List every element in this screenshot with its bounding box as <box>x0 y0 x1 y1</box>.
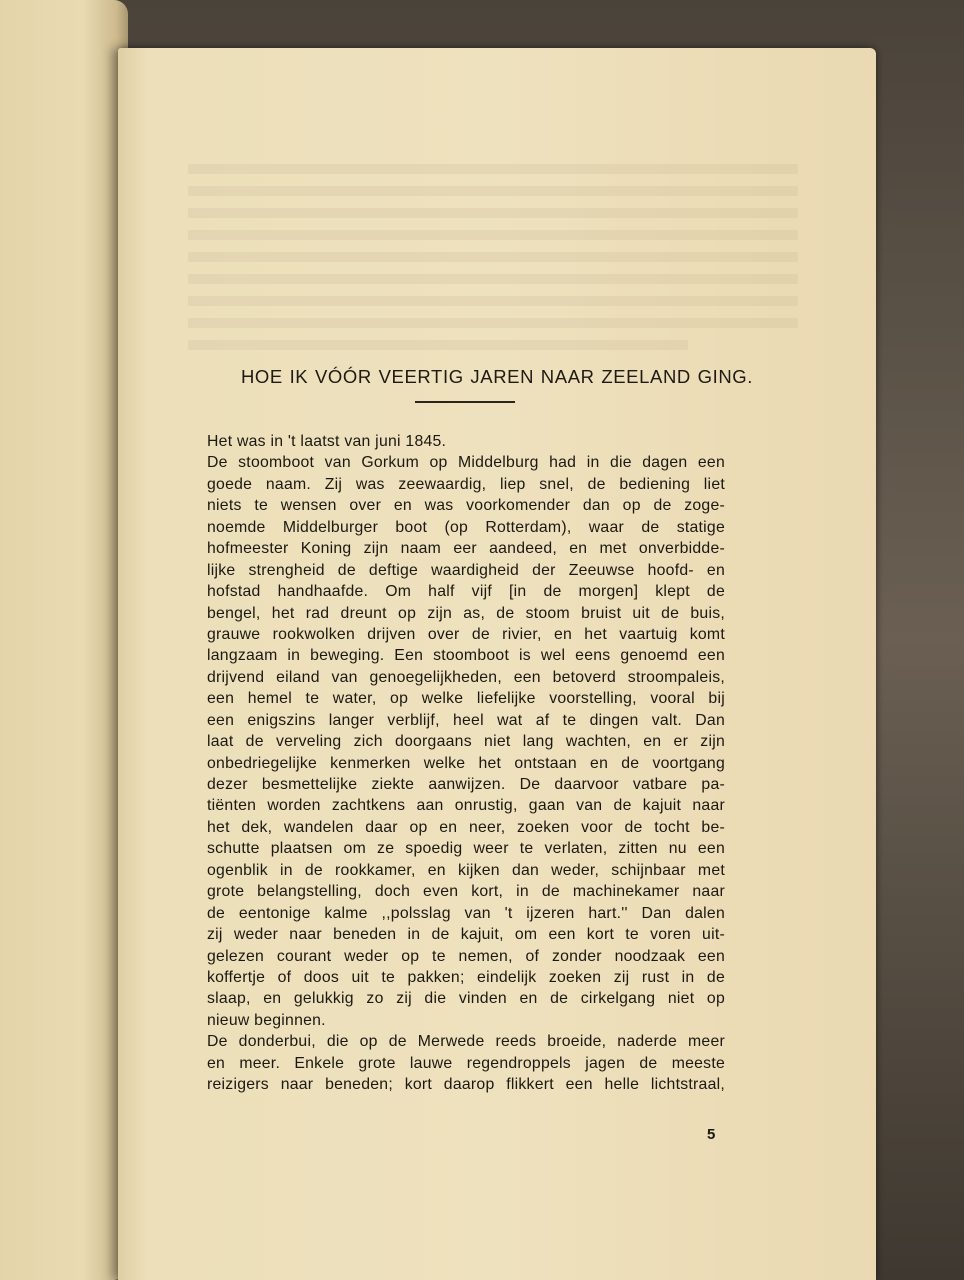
text-line: ogenblik in de rookkamer, en kijken dan weder, schijnbaar met <box>207 861 725 879</box>
text-line: lijke strengheid de deftige waardigheid der Zeeuwse hoofd- en <box>207 561 725 579</box>
page-number: 5 <box>707 1126 716 1143</box>
text-line: slaap, en gelukkig zo zij die vinden en de cirkelgang niet op <box>207 990 725 1008</box>
text-line: De donderbui, die op de Merwede reeds broeide, naderde meer <box>207 1033 725 1051</box>
text-line: gelezen courant weder op te nemen, of zonder noodzaak een <box>207 947 725 965</box>
show-through-line <box>188 296 798 306</box>
text-line: goede naam. Zij was zeewaardig, liep snel, de bediening liet <box>207 475 725 493</box>
text-line: laat de verveling zich doorgaans niet lang wachten, en er zijn <box>207 733 725 751</box>
text-line: grauwe rookwolken drijven over de rivier, en het vaartuig komt <box>207 625 725 643</box>
show-through-line <box>188 164 798 174</box>
show-through-line <box>188 274 798 284</box>
left-page <box>0 0 128 1280</box>
text-line: een enigszins langer verblijf, heel wat af te dingen valt. Dan <box>207 711 725 729</box>
text-line: langzaam in beweging. Een stoomboot is wel eens genoemd een <box>207 647 725 665</box>
text-line: niets te wensen over en was voorkomender dan op de zoge- <box>207 497 725 515</box>
text-line: tiënten worden zachtkens aan onrustig, gaan van de kajuit naar <box>207 797 725 815</box>
text-line: de eentonige kalme ,,polsslag van 't ijzeren hart.'' Dan dalen <box>207 904 725 922</box>
show-through-line <box>188 340 688 350</box>
show-through-line <box>188 318 798 328</box>
text-line: hofstad handhaafde. Om half vijf [in de morgen] klept de <box>207 583 725 601</box>
text-line: bengel, het rad dreunt op zijn as, de stoom bruist uit de buis, <box>207 604 725 622</box>
show-through-line <box>188 230 798 240</box>
text-line: drijvend eiland van genoegelijkheden, een betoverd stroompaleis, <box>207 668 725 686</box>
body-text <box>207 431 725 1096</box>
text-line: schutte plaatsen om ze spoedig weer te verlaten, zitten nu een <box>207 840 725 858</box>
text-line: zij weder naar beneden in de kajuit, om een kort te voren uit- <box>207 926 725 944</box>
text-line: het dek, wandelen daar op en neer, zoeken voor de tocht be- <box>207 818 725 836</box>
text-line: hofmeester Koning zijn naam eer aandeed, en met onverbidde- <box>207 540 725 558</box>
show-through-line <box>188 208 798 218</box>
text-line: reizigers naar beneden; kort daarop flikkert een helle lichtstraal, <box>207 1076 725 1094</box>
text-line: en meer. Enkele grote lauwe regendroppels jagen de meeste <box>207 1054 725 1072</box>
text-line: Het was in 't laatst van juni 1845. <box>207 433 447 450</box>
show-through-line <box>188 252 798 262</box>
text-line: nieuw beginnen. <box>207 1011 326 1029</box>
text-line: De stoomboot van Gorkum op Middelburg had in die dagen een <box>207 454 725 472</box>
show-through-line <box>188 186 798 196</box>
text-line: een hemel te water, op welke liefelijke voorstelling, vooral bij <box>207 690 725 708</box>
text-line: grote belangstelling, doch even kort, in de machinekamer naar <box>207 883 725 901</box>
text-line: onbedriegelijke kenmerken welke het ontstaan en de voortgang <box>207 754 725 772</box>
title-rule <box>415 401 515 403</box>
text-line: koffertje of doos uit te pakken; eindelijk zoeken zij rust in de <box>207 968 725 986</box>
text-line: dezer besmettelijke ziekte aanwijzen. De daarvoor vatbare pa- <box>207 776 725 793</box>
chapter-title: HOE IK VÓÓR VEERTIG JAREN NAAR ZEELAND GING. <box>240 366 754 387</box>
text-line: noemde Middelburger boot (op Rotterdam), waar de statige <box>207 518 725 536</box>
